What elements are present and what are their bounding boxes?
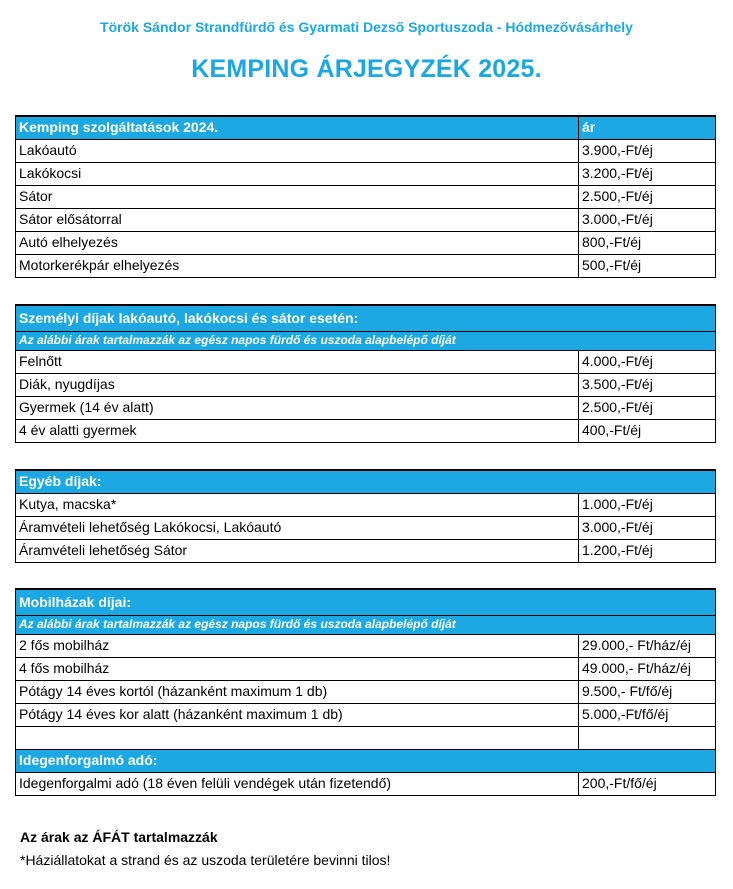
item-price: 49.000,- Ft/ház/éj [579,657,716,680]
price-header: ár [579,116,716,139]
table-row [16,539,716,562]
item-price: 200,-Ft/fő/éj [579,772,716,795]
tax-header: Idegenforgalmó adó: [16,749,716,772]
pets-note: *Háziállatokat a strand és az uszoda területére bevinni tilos! [20,852,391,868]
table-row [16,703,716,726]
section-header: Személyi díjak lakóautó, lakókocsi és sátor esetén: [16,305,716,331]
item-name: Diák, nyugdíjas [16,373,579,396]
item-price: 5.000,-Ft/fő/éj [579,703,716,726]
table-row [16,185,716,208]
item-name: Autó elhelyezés [16,231,579,254]
item-name: 2 fős mobilház [16,634,579,657]
item-price: 3.000,-Ft/éj [579,516,716,539]
item-price: 1.000,-Ft/éj [579,493,716,516]
item-name: Sátor elősátorral [16,208,579,231]
table-header-row [16,589,716,615]
section-note: Az alábbi árak tartalmazzák az egész napos fürdő és uszoda alapbelépő díját [16,615,716,634]
item-price: 3.200,-Ft/éj [579,162,716,185]
tax-row [16,772,716,795]
table-row [16,634,716,657]
item-name: Pótágy 14 éves kortól (házanként maximum 1 db) [16,680,579,703]
item-name: Sátor [16,185,579,208]
personal-fees-table [15,304,716,443]
table-row [16,373,716,396]
table-row [16,680,716,703]
item-price: 1.200,-Ft/éj [579,539,716,562]
table-header-row [16,116,716,139]
item-price [579,726,716,749]
item-name [16,726,579,749]
item-price: 500,-Ft/éj [579,254,716,277]
item-name: Lakókocsi [16,162,579,185]
table-row [16,231,716,254]
table-row [16,254,716,277]
page-title: KEMPING ÁRJEGYZÉK 2025. [191,55,542,83]
item-name: Áramvételi lehetőség Sátor [16,539,579,562]
item-price: 2.500,-Ft/éj [579,185,716,208]
section-header: Egyéb díjak: [16,470,716,493]
table-row [16,208,716,231]
tax-header-row [16,749,716,772]
other-fees-table [15,469,716,563]
item-name: Kutya, macska* [16,493,579,516]
note-row [16,331,716,350]
item-name: Pótágy 14 éves kor alatt (házanként maximum 1 db) [16,703,579,726]
item-name: 4 év alatti gyermek [16,419,579,442]
table-row [16,726,716,749]
table-row [16,419,716,442]
item-price: 3.000,-Ft/éj [579,208,716,231]
item-name: 4 fős mobilház [16,657,579,680]
item-name: Felnőtt [16,350,579,373]
item-price: 4.000,-Ft/éj [579,350,716,373]
vat-note: Az árak az ÁFÁT tartalmazzák [20,829,218,845]
item-price: 3.500,-Ft/éj [579,373,716,396]
section-header: Kemping szolgáltatások 2024. [16,116,579,139]
table-row [16,516,716,539]
item-price: 29.000,- Ft/ház/éj [579,634,716,657]
table-row [16,350,716,373]
camping-services-table [15,115,716,278]
item-name: Motorkerékpár elhelyezés [16,254,579,277]
table-header-row [16,305,716,331]
note-row [16,615,716,634]
table-row [16,493,716,516]
table-row [16,139,716,162]
table-row [16,657,716,680]
item-price: 3.900,-Ft/éj [579,139,716,162]
subtitle: Török Sándor Strandfürdő és Gyarmati Dezső Sportuszoda - Hódmezővásárhely [100,19,633,35]
item-price: 400,-Ft/éj [579,419,716,442]
table-row [16,396,716,419]
item-name: Idegenforgalmi adó (18 éven felüli vendégek után fizetendő) [16,772,579,795]
item-price: 9.500,- Ft/fő/éj [579,680,716,703]
section-header: Mobilházak díjai: [16,589,716,615]
item-price: 2.500,-Ft/éj [579,396,716,419]
mobile-homes-table [15,588,716,796]
item-name: Gyermek (14 év alatt) [16,396,579,419]
item-name: Lakóautó [16,139,579,162]
item-name: Áramvételi lehetőség Lakókocsi, Lakóautó [16,516,579,539]
table-row [16,162,716,185]
section-note: Az alábbi árak tartalmazzák az egész napos fürdő és uszoda alapbelépő díját [16,331,716,350]
item-price: 800,-Ft/éj [579,231,716,254]
table-header-row [16,470,716,493]
